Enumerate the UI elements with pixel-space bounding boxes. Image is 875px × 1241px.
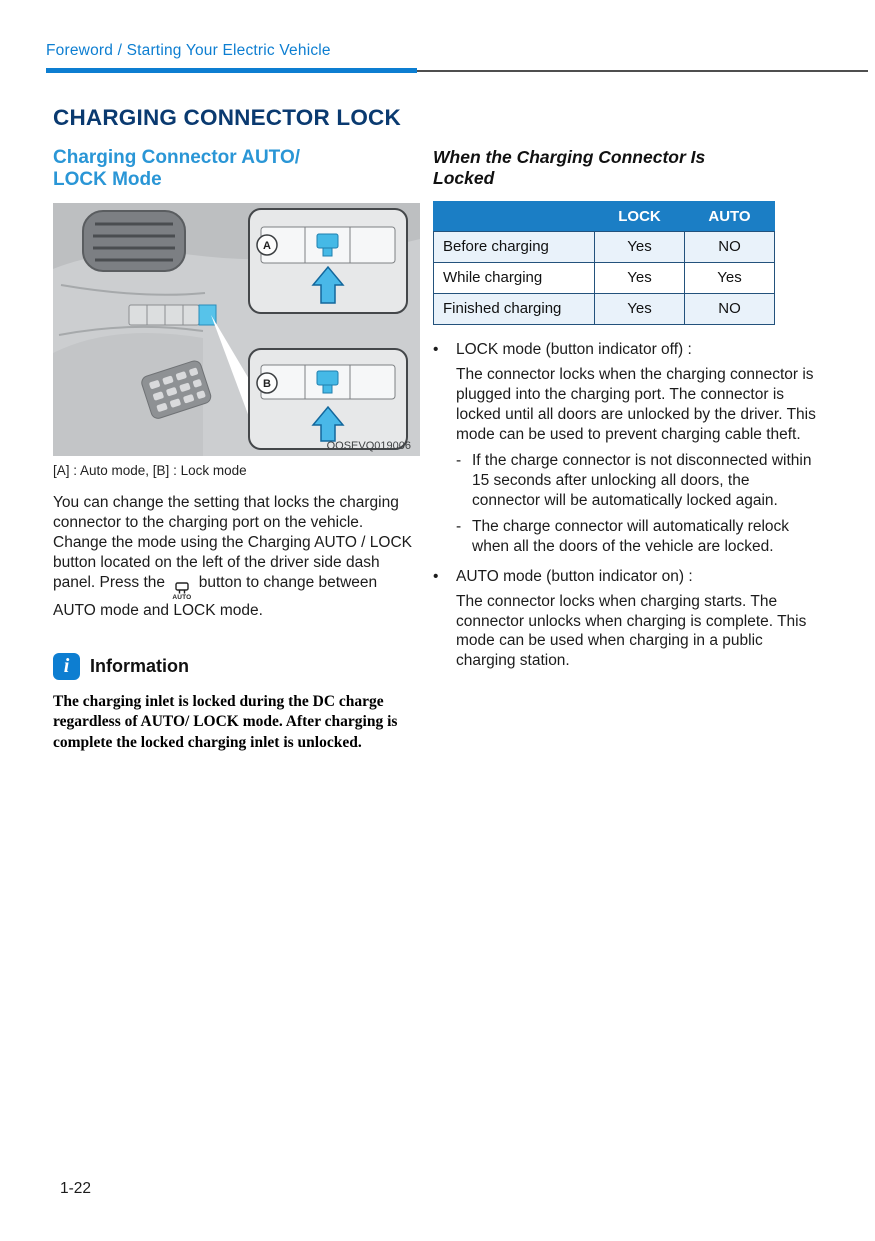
section-heading-line1: When the Charging Connector Is xyxy=(433,147,706,167)
info-icon: i xyxy=(53,653,80,680)
information-title: Information xyxy=(90,656,189,677)
content-columns xyxy=(53,147,875,753)
lock-auto-table xyxy=(433,201,775,325)
auto-mode-title: AUTO mode (button indicator on) : xyxy=(456,567,693,585)
subheading-line1: Charging Connector AUTO/ xyxy=(53,147,300,168)
table-cell-auto: Yes xyxy=(685,262,775,293)
sub-item xyxy=(456,517,820,557)
lock-mode-description: The connector locks when the charging connector is plugged into the charging port. The connector is locked until all doors are unlocked by the driver. This mode can be used to prevent charging cable theft. xyxy=(456,365,816,443)
table-row xyxy=(434,262,775,293)
header-rule xyxy=(46,68,868,73)
list-item-auto-mode xyxy=(433,567,820,678)
section-heading-line2: Locked xyxy=(433,168,495,189)
body-text-before-icon: You can change the setting that locks the charging connector to the charging port on the vehicle. Change the mode using the Charging AUTO / LOCK button located on the left of the driver side dash panel. Press the xyxy=(53,493,413,591)
body-text-after-icon: button to change between AUTO mode and LOCK mode. xyxy=(53,573,378,620)
table-cell-label: Before charging xyxy=(434,231,595,262)
table-header-lock: LOCK xyxy=(595,201,685,231)
figure-illustration xyxy=(53,203,420,456)
table-cell-lock: Yes xyxy=(595,293,685,324)
mode-description-list xyxy=(433,340,820,678)
bullet-marker: • xyxy=(433,340,439,358)
dash-marker: - xyxy=(456,517,462,535)
figure-code: OOSEVQ019006 xyxy=(326,439,411,452)
table-row xyxy=(434,231,775,262)
list-item-body xyxy=(456,340,820,563)
section-heading xyxy=(433,147,820,190)
information-text: The charging inlet is locked during the DC charge regardless of AUTO/ LOCK mode. After charging is complete the locked charging inlet is unlocked. xyxy=(53,693,398,751)
subheading-line2: LOCK Mode xyxy=(53,169,162,191)
left-column xyxy=(53,147,420,753)
table-header-blank xyxy=(434,201,595,231)
header-rule-accent xyxy=(46,68,417,73)
sub-item-text: The charge connector will automatically relock when all the doors of the vehicle are locked. xyxy=(472,517,790,555)
table-header-auto: AUTO xyxy=(685,201,775,231)
lock-mode-title: LOCK mode (button indicator off) : xyxy=(456,340,692,358)
auto-lock-button-icon xyxy=(172,582,191,602)
page-title: CHARGING CONNECTOR LOCK xyxy=(53,105,401,130)
page-number: 1-22 xyxy=(60,1180,92,1197)
dashboard-figure xyxy=(53,203,420,456)
figure-caption: [A] : Auto mode, [B] : Lock mode xyxy=(53,462,247,478)
information-header xyxy=(53,653,420,680)
table-cell-lock: Yes xyxy=(595,262,685,293)
table-header-row xyxy=(434,201,775,231)
header-rule-line xyxy=(417,70,868,72)
bullet-marker: • xyxy=(433,567,439,585)
table-cell-label: While charging xyxy=(434,262,595,293)
body-paragraph xyxy=(53,493,420,621)
label-b-badge: B xyxy=(263,377,271,390)
auto-mode-description: The connector locks when charging starts. The connector unlocks when charging is complete. This mode can be used when charging in a public charging station. xyxy=(456,592,807,670)
breadcrumb: Foreword / Starting Your Electric Vehicle xyxy=(46,42,331,59)
sub-item xyxy=(456,451,820,511)
page-header xyxy=(0,0,875,73)
table-row xyxy=(434,293,775,324)
list-item-body xyxy=(456,567,820,678)
list-item-lock-mode xyxy=(433,340,820,563)
section-subheading xyxy=(53,147,420,192)
table-cell-lock: Yes xyxy=(595,231,685,262)
sub-item-text: If the charge connector is not disconnected within 15 seconds after unlocking all doors, the connector will be automatically locked again. xyxy=(472,451,812,509)
dash-marker: - xyxy=(456,451,462,469)
right-column xyxy=(433,147,820,681)
charge-plug-glyph xyxy=(174,582,190,594)
auto-lock-button-label: AUTO xyxy=(172,593,192,601)
table-cell-auto: NO xyxy=(685,231,775,262)
table-cell-auto: NO xyxy=(685,293,775,324)
label-a-badge: A xyxy=(263,239,271,252)
table-cell-label: Finished charging xyxy=(434,293,595,324)
